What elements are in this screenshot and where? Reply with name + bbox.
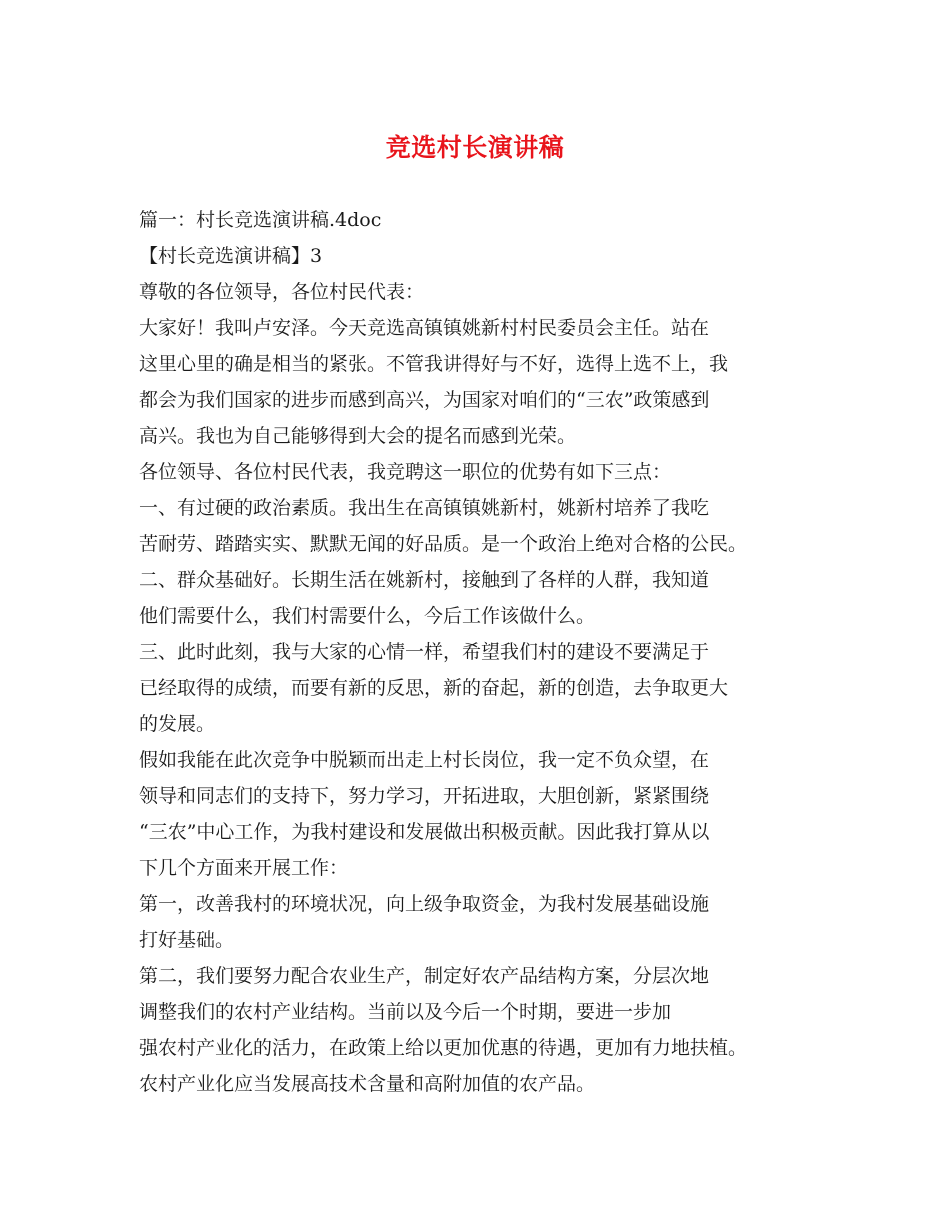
body-line: 第一，改善我村的环境状况，向上级争取资金，为我村发展基础设施 [139, 893, 710, 915]
body-line: 都会为我们国家的进步而感到高兴，为国家对咱们的“三农”政策感到 [139, 389, 710, 411]
body-line: 第二，我们要努力配合农业生产，制定好农产品结构方案，分层次地 [139, 965, 710, 987]
document-body [139, 202, 829, 1102]
body-line: 二、群众基础好。长期生活在姚新村，接触到了各样的人群，我知道 [139, 569, 710, 591]
body-line: 【村长竞选演讲稿】3 [139, 245, 323, 267]
body-line: 三、此时此刻，我与大家的心情一样，希望我们村的建设不要满足于 [139, 641, 710, 663]
body-line: 的发展。 [139, 713, 216, 735]
body-line: 假如我能在此次竞争中脱颖而出走上村长岗位，我一定不负众望，在 [139, 749, 710, 771]
document-title: 竞选村长演讲稿 [385, 133, 565, 162]
body-line: 已经取得的成绩，而要有新的反思，新的奋起，新的创造，去争取更大 [139, 677, 729, 699]
body-line: 大家好！我叫卢安泽。今天竞选高镇镇姚新村村民委员会主任。站在 [139, 317, 710, 339]
body-line: 调整我们的农村产业结构。当前以及今后一个时期，要进一步加 [139, 1001, 672, 1023]
body-line: 苦耐劳、踏踏实实、默默无闻的好品质。是一个政治上绝对合格的公民。 [139, 533, 748, 555]
body-line: 一、有过硬的政治素质。我出生在高镇镇姚新村，姚新村培养了我吃 [139, 497, 710, 519]
body-line: “三农”中心工作，为我村建设和发展做出积极贡献。因此我打算从以 [139, 821, 710, 843]
body-line: 各位领导、各位村民代表，我竞聘这一职位的优势有如下三点： [139, 461, 672, 483]
body-line: 这里心里的确是相当的紧张。不管我讲得好与不好，选得上选不上，我 [139, 353, 729, 375]
body-line: 下几个方面来开展工作： [139, 857, 349, 879]
body-line: 农村产业化应当发展高技术含量和高附加值的农产品。 [139, 1073, 596, 1095]
body-line: 尊敬的各位领导，各位村民代表： [139, 281, 425, 303]
body-line: 领导和同志们的支持下，努力学习，开拓进取，大胆创新，紧紧围绕 [139, 785, 710, 807]
body-line: 他们需要什么，我们村需要什么，今后工作该做什么。 [139, 605, 596, 627]
body-line: 强农村产业化的活力，在政策上给以更加优惠的待遇，更加有力地扶植。 [139, 1037, 748, 1059]
body-line: 高兴。我也为自己能够得到大会的提名而感到光荣。 [139, 425, 577, 447]
body-line: 打好基础。 [139, 929, 235, 951]
body-line: 篇一：村长竞选演讲稿.4doc [139, 209, 382, 231]
